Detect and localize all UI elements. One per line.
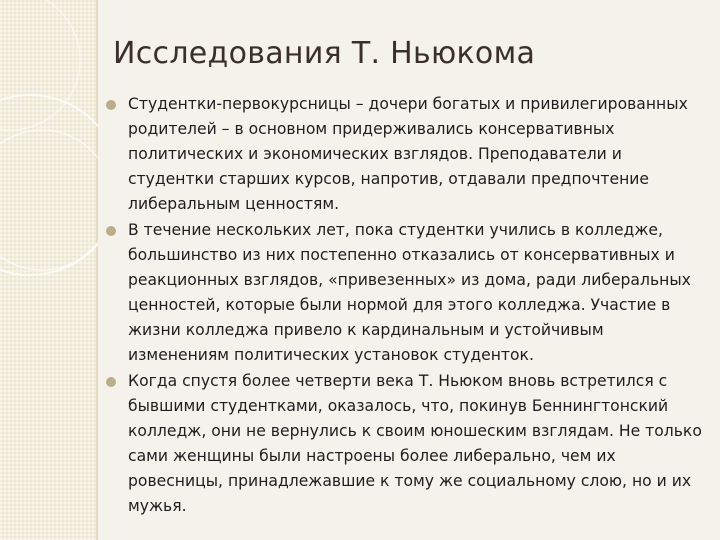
bullet-text-1: Студентки-первокурсницы – дочери богатых и привилегированных родителей – в основном придерживались консервативных политических и экономических взглядов. Преподаватели и студентки старших курсов, напротив, отдавали предпочтение либеральным ценностям. xyxy=(128,95,688,213)
bullet-text-3: Когда спустя более четверти века Т. Ньюком вновь встретился с бывшими студентками, оказалось, что, покинув Беннингтонский колледж, они не вернулись к своим юношеским взглядам. Не только сами женщины были настроены более либерально, чем их ровесницы, принадлежавшие к тому же социальному слою, но и их мужья. xyxy=(128,372,702,515)
decorative-circles xyxy=(0,0,98,540)
slide-title: Исследования Т. Ньюкома xyxy=(113,36,536,71)
bullet-dot-icon xyxy=(106,100,116,110)
bullet-item-3 xyxy=(104,369,704,519)
bullet-dot-icon xyxy=(106,377,116,387)
bullet-list xyxy=(104,92,704,520)
bullet-dot-icon xyxy=(106,226,116,236)
bullet-item-2 xyxy=(104,218,704,368)
bullet-text-2: В течение нескольких лет, пока студентки учились в колледже, большинство из них постепенно отказались от консервативных и реакционных взглядов, «привезенных» из дома, ради либеральных ценностей, которые были нормой для этого колледжа. Участие в жизни колледжа привело к кардинальным и устойчивым изменениям политических установок студенток. xyxy=(128,221,691,364)
bullet-item-1 xyxy=(104,92,704,217)
